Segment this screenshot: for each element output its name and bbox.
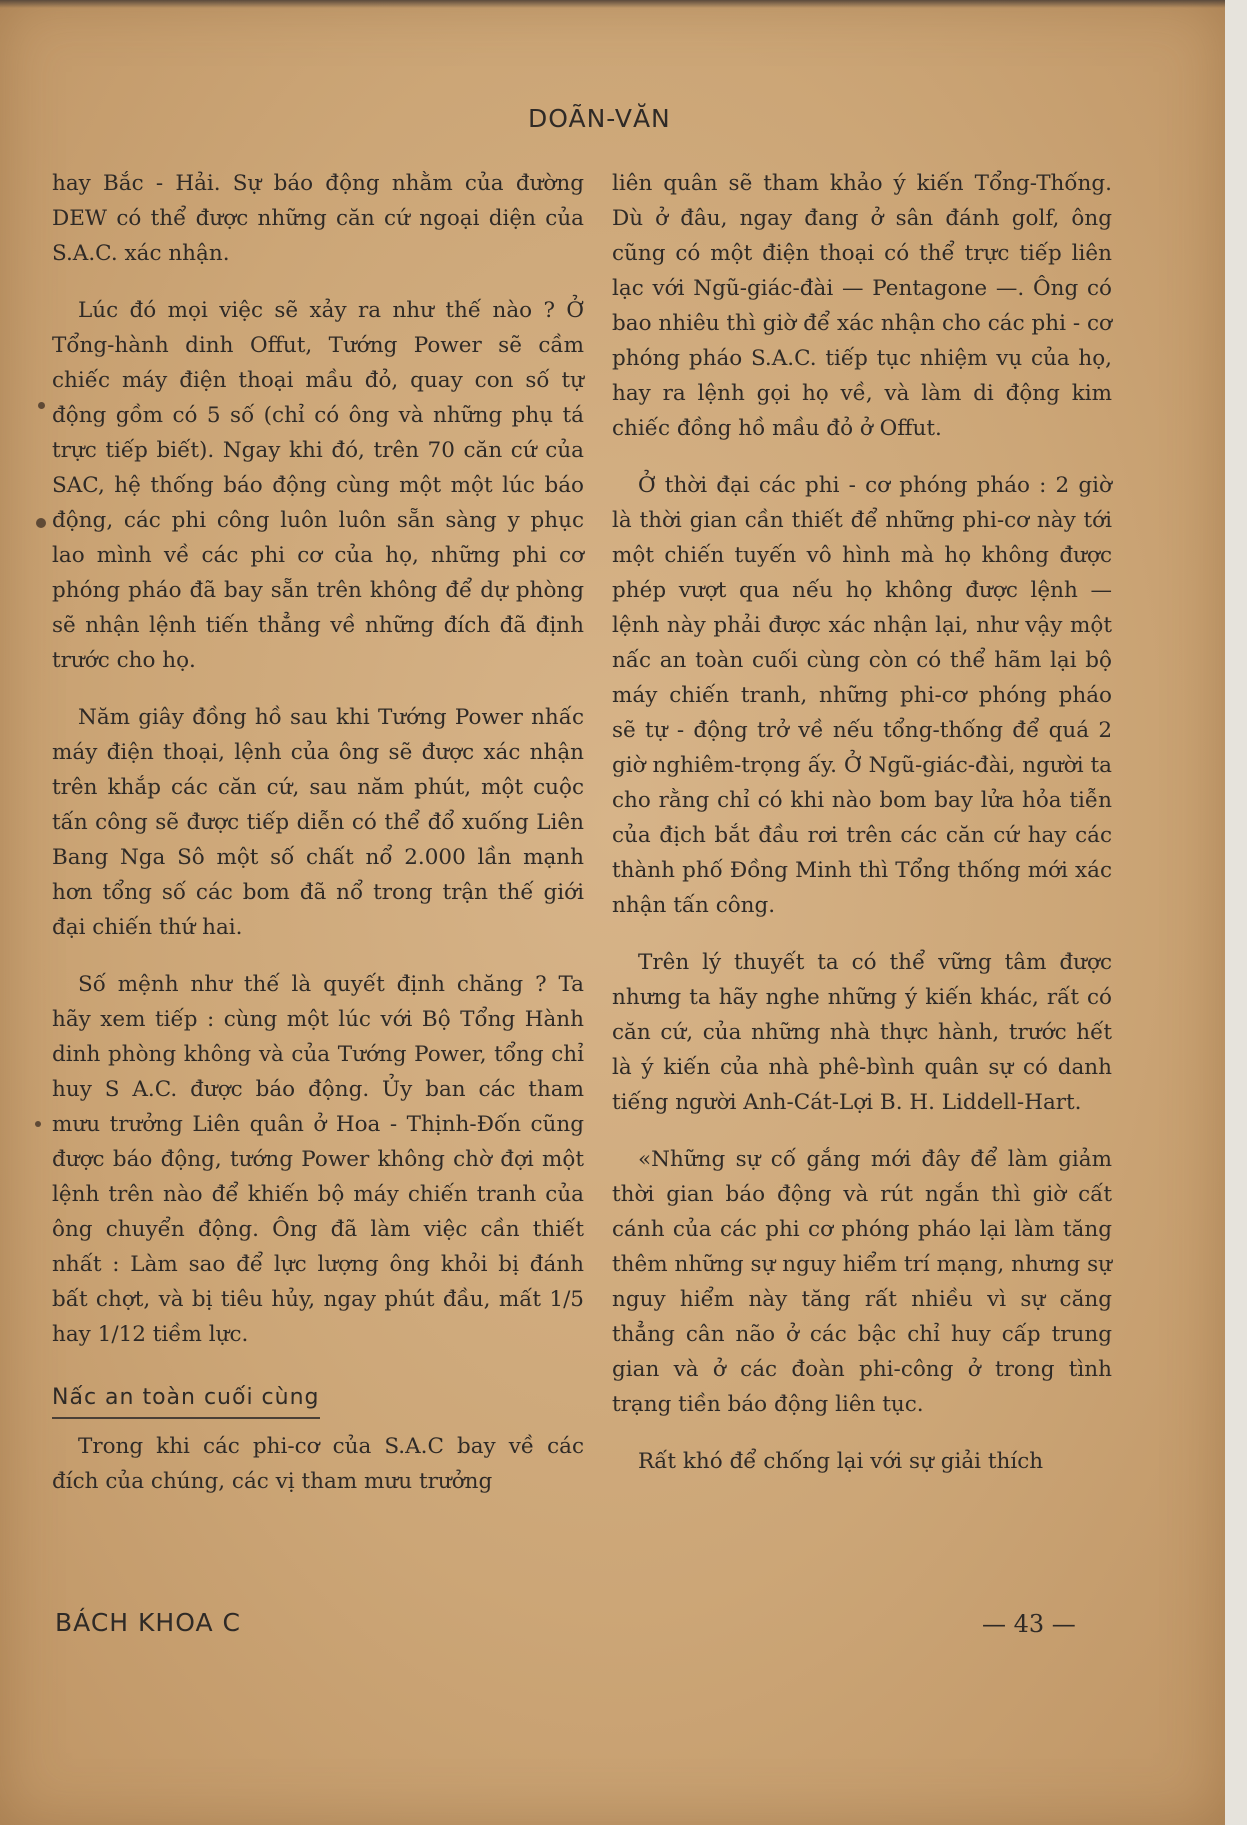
running-head: DOÃN-VĂN	[528, 104, 671, 133]
ink-spot	[36, 518, 46, 528]
paragraph: liên quân sẽ tham khảo ý kiến Tổng-Thống. Dù ở đâu, ngay đang ở sân đánh golf, ông cũng có một điện thoại có thể trực tiếp liên lạc với Ngũ-giác-đài — Pentagone —. Ông có bao nhiêu thì giờ để xác nhận cho các phi - cơ phóng pháo S.A.C. tiếp tục nhiệm vụ của họ, hay ra lệnh gọi họ về, và làm di động kim chiếc đồng hồ mầu đỏ ở Offut.	[612, 171, 1112, 441]
paragraph: Số mệnh như thế là quyết định chăng ? Ta hãy xem tiếp : cùng một lúc với Bộ Tổng Hành dinh phòng không và của Tướng Power, tổng chỉ huy S A.C. được báo động. Ủy ban các tham mưu trưởng Liên quân ở Hoa - Thịnh-Đốn cũng được báo động, tướng Power không chờ đợi một lệnh trên nào để khiến bộ máy chiến tranh của ông chuyển động. Ông đã làm việc cần thiết nhất : Làm sao để lực lượng ông khỏi bị đánh bất chợt, và bị tiêu hủy, ngay phút đầu, mất 1/5 hay 1/12 tiềm lực.	[52, 972, 584, 1347]
paragraph: Trong khi các phi-cơ của S.A.C bay về các đích của chúng, các vị tham mưu trưởng	[52, 1434, 584, 1494]
page-top-edge	[0, 0, 1225, 8]
publication-footer: BÁCH KHOA C	[55, 1608, 241, 1637]
ink-spot	[38, 402, 45, 409]
page-number: — 43 —	[982, 1610, 1076, 1638]
paragraph: Trên lý thuyết ta có thể vững tâm được nhưng ta hãy nghe những ý kiến khác, rất có căn cứ, của những nhà thực hành, trước hết là ý kiến của nhà phê-bình quân sự có danh tiếng người Anh-Cát-Lợi B. H. Liddell-Hart.	[612, 950, 1112, 1115]
paragraph: hay Bắc - Hải. Sự báo động nhằm của đường DEW có thể được những căn cứ ngoại diện của S.A.C. xác nhận.	[52, 171, 584, 266]
left-column	[52, 166, 584, 1521]
paragraph: Rất khó để chống lại với sự giải thích	[638, 1449, 1044, 1474]
paragraph: Lúc đó mọi việc sẽ xảy ra như thế nào ? Ở Tổng-hành dinh Offut, Tướng Power sẽ cầm chiếc máy điện thoại mầu đỏ, quay con số tự động gồm có 5 số (chỉ có ông và những phụ tá trực tiếp biết). Ngay khi đó, trên 70 căn cứ của SAC, hệ thống báo động cùng một một lúc báo động, các phi công luôn luôn sẵn sàng y phục lao mình về các phi cơ của họ, những phi cơ phóng pháo đã bay sẵn trên không để dự phòng sẽ nhận lệnh tiến thẳng về những đích đã định trước cho họ.	[52, 298, 584, 673]
paragraph: «Những sự cố gắng mới đây để làm giảm thời gian báo động và rút ngắn thì giờ cất cánh của các phi cơ phóng pháo lại làm tăng thêm những sự nguy hiểm trí mạng, nhưng sự nguy hiểm này tăng rất nhiều vì sự căng thẳng cân não ở các bậc chỉ huy cấp trung gian và ở các đoàn phi-công ở trong tình trạng tiền báo động liên tục.	[612, 1147, 1112, 1417]
section-heading: Nấc an toàn cuối cùng	[52, 1380, 320, 1419]
ink-spot	[35, 1121, 41, 1127]
paragraph: Năm giây đồng hồ sau khi Tướng Power nhấc máy điện thoại, lệnh của ông sẽ được xác nhận trên khắp các căn cứ, sau năm phút, một cuộc tấn công sẽ được tiếp diễn có thể đổ xuống Liên Bang Nga Sô một số chất nổ 2.000 lần mạnh hơn tổng số các bom đã nổ trong trận thế giới đại chiến thứ hai.	[52, 705, 584, 940]
right-column	[612, 166, 1112, 1501]
paragraph: Ở thời đại các phi - cơ phóng pháo : 2 giờ là thời gian cần thiết để những phi-cơ này tới một chiến tuyến vô hình mà họ không được phép vượt qua nếu họ không được lệnh — lệnh này phải được xác nhận lại, như vậy một nấc an toàn cuối cùng còn có thể hãm lại bộ máy chiến tranh, những phi-cơ phóng pháo sẽ tự - động trở về nếu tổng-thống để quá 2 giờ nghiêm-trọng ấy. Ở Ngũ-giác-đài, người ta cho rằng chỉ có khi nào bom bay lửa hỏa tiễn của địch bắt đầu rơi trên các căn cứ hay các thành phố Đồng Minh thì Tổng thống mới xác nhận tấn công.	[612, 473, 1112, 918]
